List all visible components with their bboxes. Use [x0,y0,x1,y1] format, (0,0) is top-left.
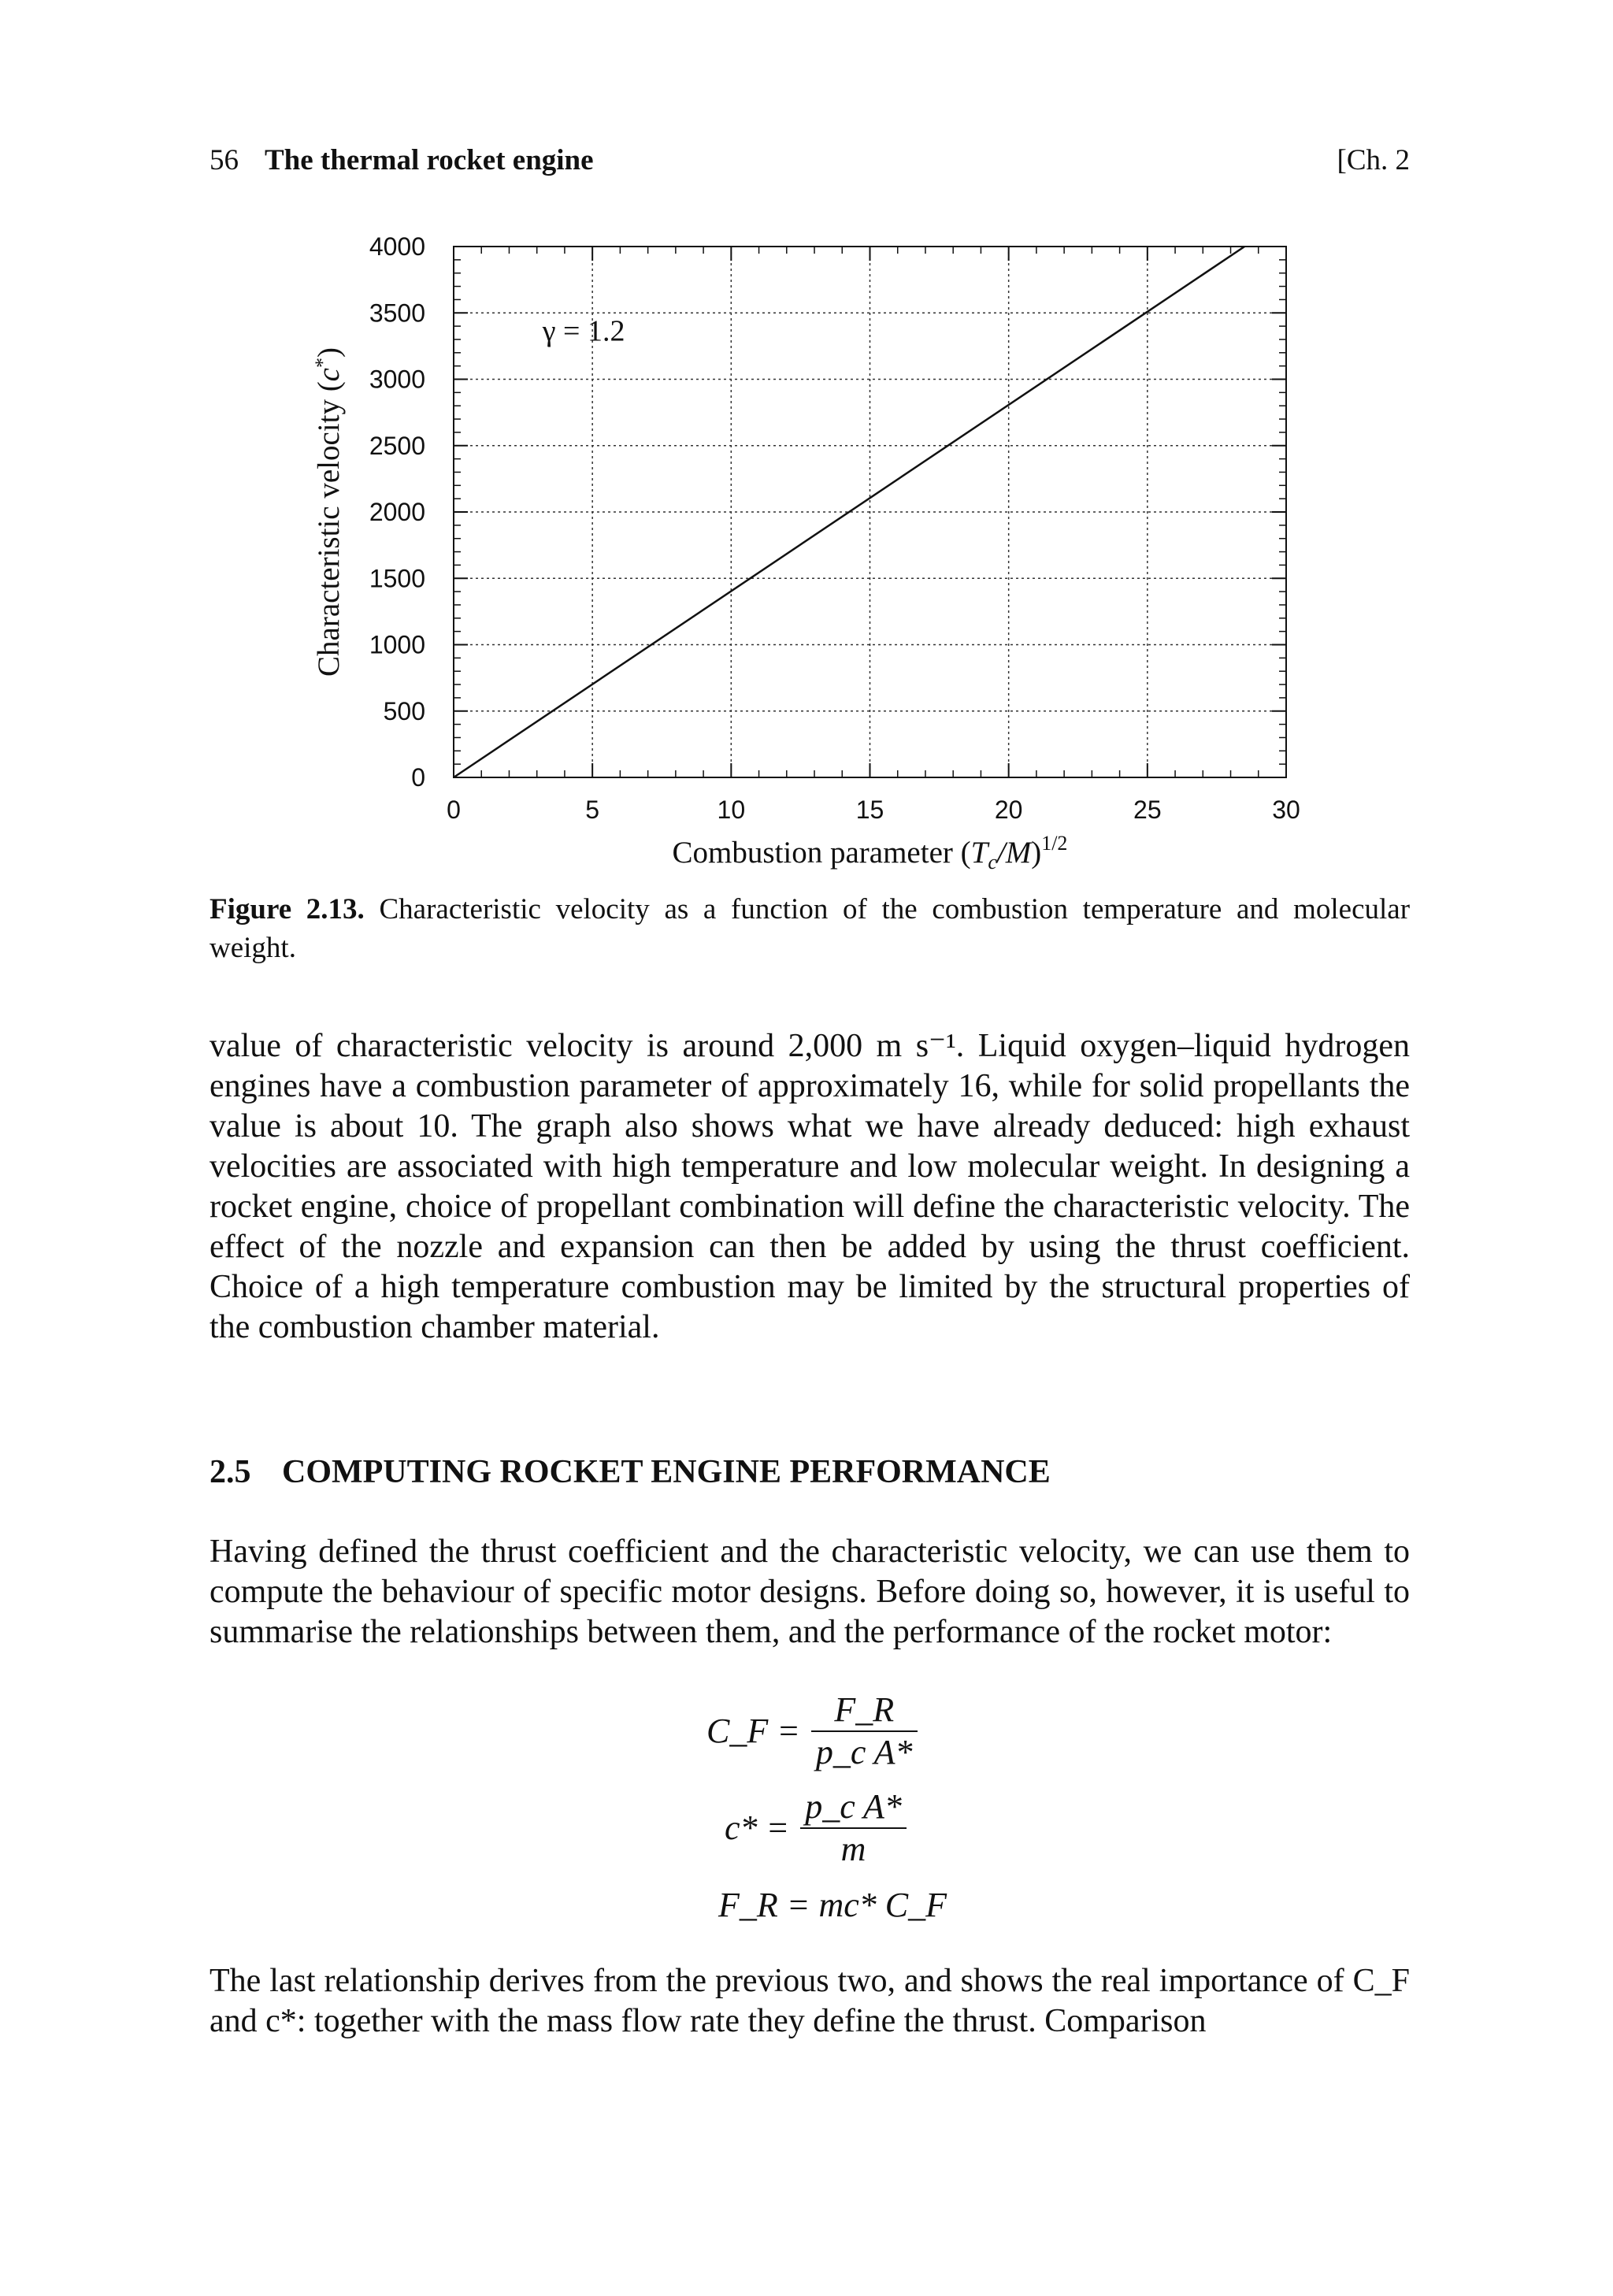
y-tick-label: 0 [411,763,425,792]
figure-caption [210,890,1410,967]
paragraph-2: Having defined the thrust coefficient and the characteristic velocity, we can use them to compute the behaviour of specific motor designs. Before doing so, however, it is useful to summarise the relationships between them, and the performance of the rocket motor: [210,1534,1410,1650]
paragraph-3: The last relationship derives from the previous two, and shows the real importance of C_F and c*: together with the mass flow rate they define the thrust. Comparison [210,1963,1410,2039]
x-tick-label: 0 [447,796,461,824]
eq2-numerator: p_c A* [800,1786,907,1829]
y-tick-label: 2000 [369,498,425,526]
y-tick-label: 2500 [369,431,425,460]
eq1-denominator: p_c A* [815,1733,913,1771]
paragraph-1: value of characteristic velocity is around 2,000 m s⁻¹. Liquid oxygen–liquid hydrogen engines have a combustion parameter of approximately 16, while for solid propellants the value is about 10. The graph also shows what we have already deduced: high exhaust velocities are associated with high temperature and low molecular weight. In designing a rocket engine, choice of propellant combination will define the characteristic velocity. The effect of the nozzle and expansion can then be added by using the thrust coefficient. Choice of a high temperature combustion may be limited by the structural properties of the combustion chamber material. [210,1028,1410,1345]
running-head [210,140,1410,181]
y-tick-label: 3500 [369,299,425,328]
eq2-lhs: c* = [725,1808,790,1847]
x-tick-label: 30 [1272,796,1300,824]
y-tick-label: 1500 [369,564,425,593]
y-tick-label: 1000 [369,630,425,659]
x-tick-label: 5 [585,796,600,824]
page-number: 56 [210,144,239,176]
eq2-denominator: m [840,1830,866,1868]
figure-label: Figure 2.13. [210,893,365,925]
eq2-fraction [800,1786,907,1870]
x-tick-label: 10 [717,796,746,824]
y-tick-label: 500 [383,696,425,725]
x-axis-label: Combustion parameter $(T_c/M)^{1/2}$ [672,832,1068,874]
y-tick-label: 4000 [369,232,425,261]
section-heading [210,1452,1410,1493]
equation-characteristic-velocity [725,1786,907,1870]
x-tick-label: 25 [1133,796,1162,824]
x-tick-label: 15 [855,796,884,824]
section-number: 2.5 [210,1454,251,1490]
equation-thrust: F_R = mc* C_F [718,1886,947,1924]
chart-tick-labels [369,232,1300,824]
running-title: The thermal rocket engine [265,144,594,176]
chapter-reference: [Ch. 2 [1337,144,1410,176]
eq1-numerator: F_R [811,1690,918,1732]
equation-thrust-coefficient [706,1690,918,1773]
eq1-lhs: C_F = [706,1712,800,1750]
figure-caption-text: Characteristic velocity as a function of the combustion temperature and molecular weight. [210,893,1411,964]
eq1-fraction [811,1690,918,1773]
section-title: COMPUTING ROCKET ENGINE PERFORMANCE [282,1454,1051,1490]
characteristic-velocity-chart [299,221,1323,882]
x-tick-label: 20 [994,796,1023,824]
y-tick-label: 3000 [369,365,425,394]
y-axis-label: Characteristic velocity (c*) [311,347,346,677]
gamma-annotation: γ = 1.2 [542,314,625,348]
